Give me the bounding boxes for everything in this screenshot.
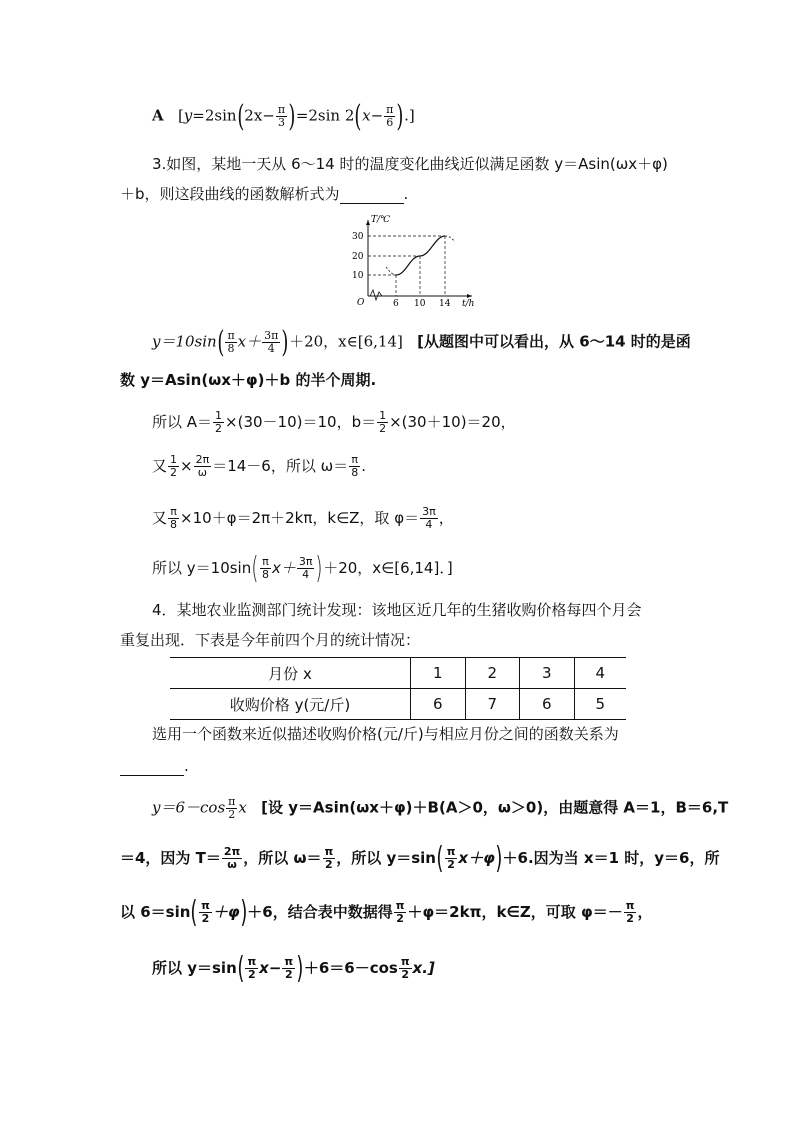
expr-part: x−	[362, 106, 384, 125]
fraction: $\frac{\pi}{2}$	[446, 845, 456, 871]
table-header-month: 月份 x	[170, 658, 411, 689]
x-tick: 10	[414, 299, 426, 308]
fraction: $\frac{\pi}{2}$	[625, 899, 635, 925]
table-cell: 6	[520, 689, 575, 720]
table-cell: 7	[465, 689, 520, 720]
q4-answer-line: y＝6－cos $\frac{\pi}{2}$ x [设 y＝Asin(ωx＋φ)＋B(A＞0，ω＞0)，由题意得 A＝1，B＝6,T	[152, 795, 729, 821]
expr-part: 2	[344, 106, 355, 125]
x-tick: 14	[439, 299, 451, 308]
fraction: $\frac{\pi}{2}$	[201, 899, 210, 925]
fraction: $\frac{\pi}{6}$	[386, 103, 394, 129]
q3-solution-line: 所以 A＝ $\frac{1}{2}$ ×(30－10)＝10，b＝ $\frac{1}{2}$ ×(30＋10)＝20，	[152, 409, 516, 435]
fraction: $\frac{2\pi}{\omega}$	[195, 453, 210, 479]
period: .	[403, 185, 409, 203]
table-cell: 6	[411, 689, 466, 720]
answer-blank	[340, 189, 404, 204]
fraction: $\frac{\pi}{8}$	[261, 555, 269, 581]
solution-note: [从题图中可以看出，从 6～14 时的是函	[417, 332, 691, 351]
q3-answer-line: y＝10sin( $\frac{\pi}{8}$ x＋ $\frac{3\pi}{4}$ )＋20，x∈[6,14] [从题图中可以看出，从 6～14 时的是函	[152, 324, 691, 360]
fraction: $\frac{1}{2}$	[170, 453, 178, 479]
table-row	[170, 658, 626, 689]
q4-solution-line: 以 6＝sin( $\frac{\pi}{2}$ ＋φ)＋6，结合表中数据得 $\frac{\pi}{2}$ ＋φ＝2kπ，k∈Z，可取 φ＝－ $\frac{\pi}{2}$ ，	[120, 894, 653, 930]
q3-text-line1: 3.如图，某地一天从 6～14 时的温度变化曲线近似满足函数 y＝Asin(ωx＋φ)	[152, 155, 668, 173]
y-axis-label: T/℃	[371, 215, 391, 225]
expr-part: .]	[404, 106, 415, 125]
fraction: $\frac{1}{2}$	[215, 409, 223, 435]
curve-ext-left	[386, 267, 396, 275]
table-cell: 3	[520, 658, 575, 689]
table-cell: 2	[465, 658, 520, 689]
q2-answer-line: A [y=2sin(2x− $\frac{\pi}{3}$ )=2sin 2(x− $\frac{\pi}{6}$ ).]	[152, 98, 415, 134]
fraction: $\frac{\pi}{8}$	[351, 453, 359, 479]
temperature-curve	[396, 236, 445, 275]
fraction: $\frac{3\pi}{4}$	[264, 329, 279, 355]
expr-part: =2sin	[192, 106, 237, 125]
fraction: $\frac{3\pi}{4}$	[298, 555, 313, 581]
y-tick: 10	[352, 271, 364, 281]
q4-text-line1: 4．某地农业监测部门统计发现：该地区近几年的生猪收购价格每四个月会	[152, 601, 642, 619]
fraction: $\frac{\pi}{2}$	[400, 955, 410, 981]
expr-part: =2sin	[295, 106, 341, 125]
fraction: $\frac{\pi}{2}$	[228, 795, 236, 821]
q4-solution-line: 所以 y＝sin( $\frac{\pi}{2}$ x− $\frac{\pi}{2}$ )＋6＝6－cos $\frac{\pi}{2}$ x.]	[152, 950, 435, 986]
fraction: $\frac{\pi}{2}$	[284, 955, 294, 981]
table-cell: 4	[574, 658, 626, 689]
q4-text-line3: 选用一个函数来近似描述收购价格(元/斤)与相应月份之间的函数关系为	[152, 725, 619, 743]
origin-label: O	[357, 298, 365, 308]
fraction: $\frac{1}{2}$	[379, 409, 387, 435]
curve-ext-right	[445, 236, 455, 242]
answer-expr: y＝10sin	[152, 332, 217, 351]
fraction: $\frac{\pi}{3}$	[277, 103, 286, 129]
q4-text-line4	[120, 756, 189, 776]
fraction: $\frac{3\pi}{4}$	[422, 505, 436, 531]
fraction: $\frac{\pi}{2}$	[324, 845, 334, 871]
x-axis-label: t/h	[462, 299, 475, 308]
q4-text-line2: 重复出现．下表是今年前四个月的统计情况：	[120, 631, 421, 649]
table-cell: 5	[574, 689, 626, 720]
q3-solution-line: 所以 y＝10sin( $\frac{\pi}{8}$ x＋ $\frac{3\pi}{4}$ )＋20，x∈[6,14]．]	[152, 550, 453, 586]
table-header-price: 收购价格 y(元/斤)	[170, 689, 411, 720]
solution-note: [设 y＝Asin(ωx＋φ)＋B(A＞0，ω＞0)，由题意得 A＝1，B＝6,T	[261, 798, 729, 817]
expr-part: 2x−	[244, 106, 275, 125]
x-axis-arrow	[467, 294, 472, 298]
price-table	[170, 657, 626, 720]
q4-solution-line: ＝4，因为 T＝ $\frac{2\pi}{\omega}$ ，所以 ω＝ $\frac{\pi}{2}$ ，所以 y＝sin( $\frac{\pi}{2}$ x＋φ)＋6.因为当 x＝1 时，y＝6，所	[120, 840, 720, 876]
period: .	[184, 757, 189, 775]
table-cell: 1	[411, 658, 466, 689]
fraction: $\frac{\pi}{8}$	[170, 505, 178, 531]
q3-line2-text: ＋b，则这段曲线的函数解析式为	[120, 185, 340, 203]
q3-text-line2	[120, 184, 408, 204]
fraction: $\frac{\pi}{2}$	[395, 899, 405, 925]
fraction: $\frac{\pi}{8}$	[227, 329, 235, 355]
answer-blank	[120, 761, 184, 776]
fraction: $\frac{\pi}{2}$	[247, 955, 257, 981]
y-tick: 20	[352, 252, 364, 262]
x-tick: 6	[393, 299, 399, 308]
q3-solution-line: 又 $\frac{\pi}{8}$ ×10＋φ＝2π＋2kπ，k∈Z，取 φ＝ $\frac{3\pi}{4}$ ，	[152, 505, 454, 531]
q3-solution-line: 数 y＝Asin(ωx＋φ)＋b 的半个周期.	[120, 371, 377, 389]
answer-expr: y＝6－cos	[152, 798, 226, 817]
table-row	[170, 689, 626, 720]
expr-part: x＋	[237, 332, 262, 351]
y-axis-arrow	[366, 220, 370, 225]
q3-solution-line: 又 $\frac{1}{2}$ × $\frac{2\pi}{\omega}$ ＝14－6，所以 ω＝ $\frac{\pi}{8}$ .	[152, 453, 366, 479]
temperature-curve-figure	[340, 212, 480, 308]
y-tick: 30	[352, 232, 364, 242]
axis-break-zigzag	[370, 290, 382, 300]
expr-part: ＋20，x∈[6,14]	[289, 332, 403, 351]
fraction: $\frac{2\pi}{\omega}$	[223, 845, 241, 871]
answer-label: A	[152, 106, 164, 125]
var-y: y	[183, 106, 193, 125]
